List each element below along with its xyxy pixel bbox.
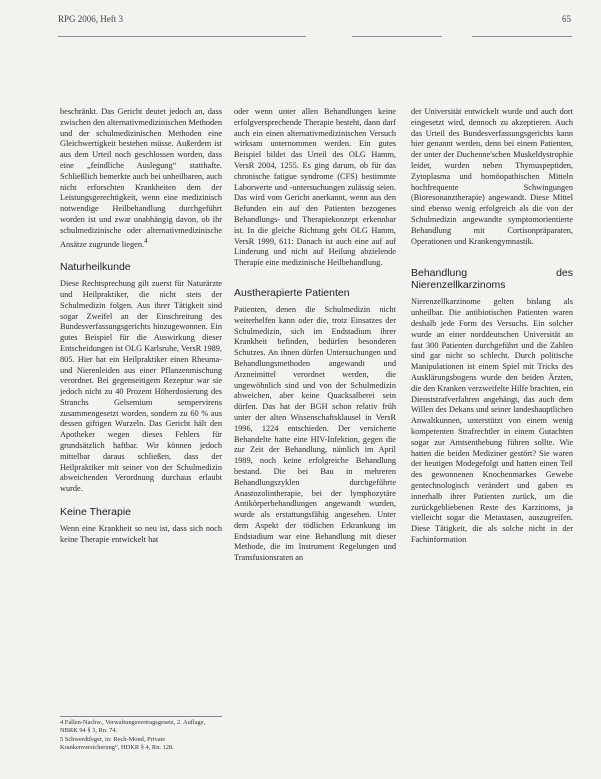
paragraph: Wenn eine Krankheit so neu ist, dass sich noch keine Therapie entwickelt hat [60,524,222,544]
paragraph: Nierenzellkarzinome gelten bislang als unheilbar. Die antibiotischen Patienten waren deshalb jede Form des Versuchs. Ein solcher wurde an einer norddeutschen Universität an fast 300 Patienten durchgeführt und die Zahlen sind gar nicht so schlecht. Durch politische Manipulationen ist einem Spiel mit Tricks des Ausklärungsbogens wurde den beiden Ärzten, die den Kranken verzweifelte Hilfe brachten, ein Dienststrafverfahren angehängt, das auch dem Willen des Dekans und seiner landeshauptlichen Anwaltkunnen, unterstützt von einem wenig kompetenten Strafrechtler in einem Gutachten sogar zur Amtsenthebung führen sollte. Wie hatten die beiden Mediziner gestört? Sie waren der heutigen Modegefolgt und hatten einen Teil des gewonnenen Knochenmarkes Gewebe gentechnologisch verändert und gaben es innerhalb ihrer Patienten zurück, um die zurückgebliebenen Reste des Karzinoms, ja vielleicht sogar die Metastasen, auszugreifen. Diese Tätigkeit, die als solche nicht in der Fachinformation [411,297,573,544]
footnote: 4 Fallen-Nachw., Verwaltungsvertragsgesetz, 2. Auflage, NBRK 94 § 3, Rn. 74. [60,719,206,734]
paragraph: Patienten, denen die Schulmedizin nicht weiterhelfen kann oder die, trotz Einsatzes der Schulmedizin, sich im Endstadium ihrer Krankheit befinden, bedürfen besonderen Schutzes. An ihnen dürfen Untersuchungen und Behandlungsmethoden angewandt und Arzneimittel verordnet werden, die ungewöhnlich sind und von der Schulmedizin abweichen, aber keine Quacksalberei sein dürfen. Das hat der BGH schon relativ früh unter der alten Wissenschaftsklausel in VersR 1996, 1224 entschieden. Der versicherte Behandelte hatte eine HIV-Infektion, gegen die zur Zeit der Behandlung, nämlich im April 1989, noch keine erfolgreiche Behandlung bestand. Die bei Bau in mehreren Behandlungszyklen durchgeführte Anastozolintherapie, bei der lymphozytäre Antikörperbehandlungen angewandt wurden, wurde als erstattungsfähig angesehen. Unter dem Aspekt der tödlichen Erkrankung im Endstadium war eine Behandlung mit dieser Methode, die im Instrument Regelungen und Transfusionsraten an [234,304,396,563]
paragraph: oder wenn unter allen Behandlungen keine erfolgversprechende Therapie besteht, dann darf auch ein einen alternativmedizinischen Versuch wirksam unternommen werden. Ein gutes Beispiel bildet das Urteil des OLG Hamm, VersR 2004, 1255. Es ging darum, ob für das chronische fatigue syndrome (CFS) bestimmte Laborwerte und -untersuchungen zulässig seien. Das wird vom Gericht anerkannt, wenn aus den Befunden ein auf den Patienten bezogenes Behandlungs- und Therapiekonzept erkennbar ist. In die gleiche Richtung geht OLG Hamm, VersR 1999, 611: Danach ist auch eine auf auf Linderung und nicht auf Heilung abzielende Therapie eine medizinische Heilbehandlung. [234,107,396,268]
section-heading-nierenzellkarzinom: Behandlung des Nierenzellkarzinoms [411,267,573,292]
footnotes [60,716,222,753]
paragraph: Diese Rechtsprechung gilt zuerst für Naturärzte und Heilpraktiker, die nicht stets der Schulmedizin folgen. Aus ihrer Tätigkeit sind sogar Zweifel an der Einschreitung des Bundesverfassungsgerichts hinzugewonnen. Ein gutes Beispiel für die Auswirkung dieser Entscheidungen ist OLG Karlsruhe, VersR 1989, 805. Hier hat ein Heilpraktiker einen Rheuma- und Nierenleiden aus einer Pflanzenmischung verordnet. Bei gegenseitigem Rezeptur war sie jedoch nicht zu 40 Prozent Höherdosierung des Stranchs Gelsemium sempervirens zusammengesetzt worden, sondern zu 60 % aus dessen giftigen Wurzeln. Das Gericht hält den Apotheker wegen dieses Fehlers für grundsätzlich haftbar. Wir können jedoch mittelbar daraus schließen, dass der Heilpraktiker mit seiner von der Schulmedizin abweichenden Verordnung durchaus erlaubt wurde. [60,279,222,494]
journal-issue: RPG 2006, Heft 3 [58,14,123,24]
page-number: 65 [562,14,571,24]
column-left [60,107,222,546]
header-rule-right [472,36,572,37]
section-heading-naturheilkunde: Naturheilkunde [60,261,131,274]
section-heading-keine-therapie: Keine Therapie [60,506,132,519]
paragraph: beschränkt. Das Gericht deutet jedoch an, dass zwischen den alternativmedizinischen Methoden und der schulmedizinischen Methoden eine Gleichwertigkeit bestehen müsse. Außerdem ist aus dem Urteil noch geschlossen worden, dass eine „feindliche Auslegung“ statthafte. Schließlich bemerkte auch bei unheilbaren, auch nicht erforschten Krankheiten dem der Leistungsgerechtigkeit, wenn eine medizinisch notwendige Heilbehandlung durchgeführt worden ist und zwar unabhängig davon, ob ihr schulmedizinische oder alternativmedizinische Ansätze zugrunde liegen.$^4$ [60,107,222,249]
footnote: 5 Schwerdtfeger, in: Rech-Mond, Private Krankenversicherung“, HDKR § 4, Rn. 128. [60,736,174,751]
section-heading-austherapierte-patienten: Austherapierte Patienten [234,286,350,299]
column-right [411,107,573,546]
column-middle [234,107,396,564]
footnote-ref: 4 [144,237,148,245]
paragraph: der Universität entwickelt wurde und auch dort eingesetzt wird, dennoch zu akzeptieren. Auch das Urteil des Bundesverfassungsgerichts kann hier genannt werden, denn bei einem Patienten, der unter der Duchenne'schen Muskeldystrophie leidet, wurden neben Thymuspeptiden, Zytoplasma und homöopathischen Mitteln hochfrequente Schwingungen (Bioresonanztherapie) angewandt. Diese Mittel sind ebenso wenig erfolgreich als die von der Schulmedizin angewandte symptomorientierte Behandlung mit Cortisonpräparaten, Operationen und Krankengymnastik. [411,107,573,246]
running-head [58,14,571,28]
header-rule-left [58,36,306,37]
header-rule-middle [352,36,442,37]
